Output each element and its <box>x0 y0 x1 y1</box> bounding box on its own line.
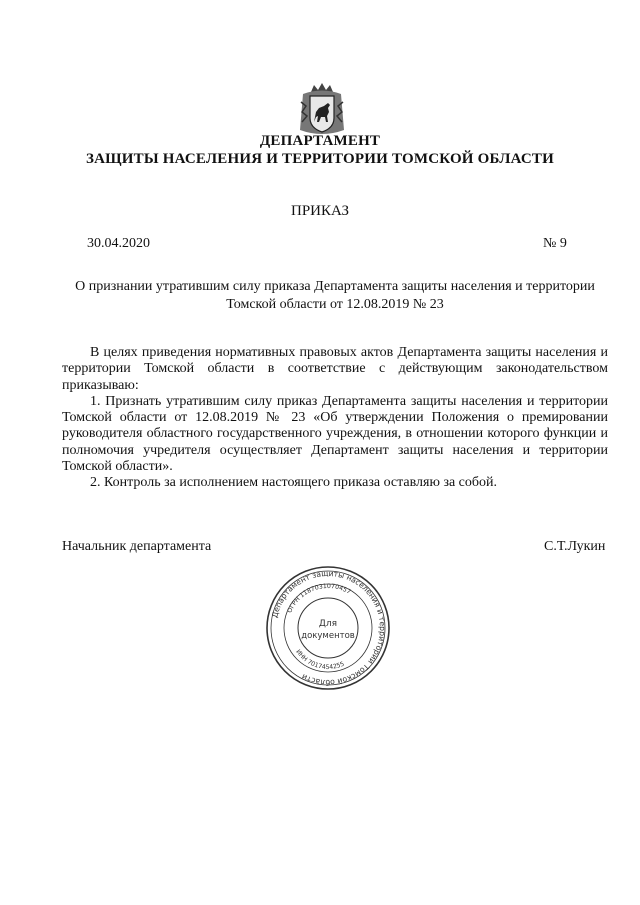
order-body <box>62 345 608 492</box>
stamp-center-line1: Для <box>318 619 338 629</box>
body-intro-paragraph: В целях приведения нормативных правовых актов Департамента защиты населения и территории Томской области в соответствие с действующим законодательством приказываю: <box>62 345 608 393</box>
order-subject-line2: Томской области от 12.08.2019 № 23 <box>226 297 444 312</box>
order-date: 30.04.2020 <box>87 236 150 251</box>
department-name-line2: ЗАЩИТЫ НАСЕЛЕНИЯ И ТЕРРИТОРИИ ТОМСКОЙ ОБЛАСТИ <box>85 151 555 167</box>
department-name-line1: ДЕПАРТАМЕНТ <box>259 133 381 149</box>
svg-text:ИНН 7017454255 <box>294 648 345 671</box>
round-seal-icon <box>263 563 393 693</box>
order-subject-line1: О признании утратившим силу приказа Департамента защиты населения и территории <box>75 279 595 294</box>
signer-role: Начальник департамента <box>62 539 212 554</box>
order-number: № 9 <box>543 236 567 251</box>
coat-of-arms-icon <box>297 82 347 138</box>
order-title: ПРИКАЗ <box>291 203 349 219</box>
body-item-1: 1. Признать утратившим силу приказ Департамента защиты населения и территории Томской области от 12.08.2019 № 23 «Об утверждении Положения о премировании руководителя областного государственного учреждения, в отношении которого функции и полномочия учредителя осуществляет Департамент защиты населения и территории Томской области». <box>62 393 608 475</box>
stamp-center-line2: документов <box>301 631 355 641</box>
stamp-ogrn: ОГРН 1187031070457 <box>286 582 352 615</box>
signer-name: С.Т.Лукин <box>544 539 606 554</box>
order-subject <box>70 278 600 314</box>
stamp-outer-text: Департамент защиты населения и территории Томской области <box>270 568 388 688</box>
body-item-2: 2. Контроль за исполнением настоящего приказа оставляю за собой. <box>90 475 498 491</box>
stamp-inn: ИНН 7017454255 <box>294 648 346 672</box>
